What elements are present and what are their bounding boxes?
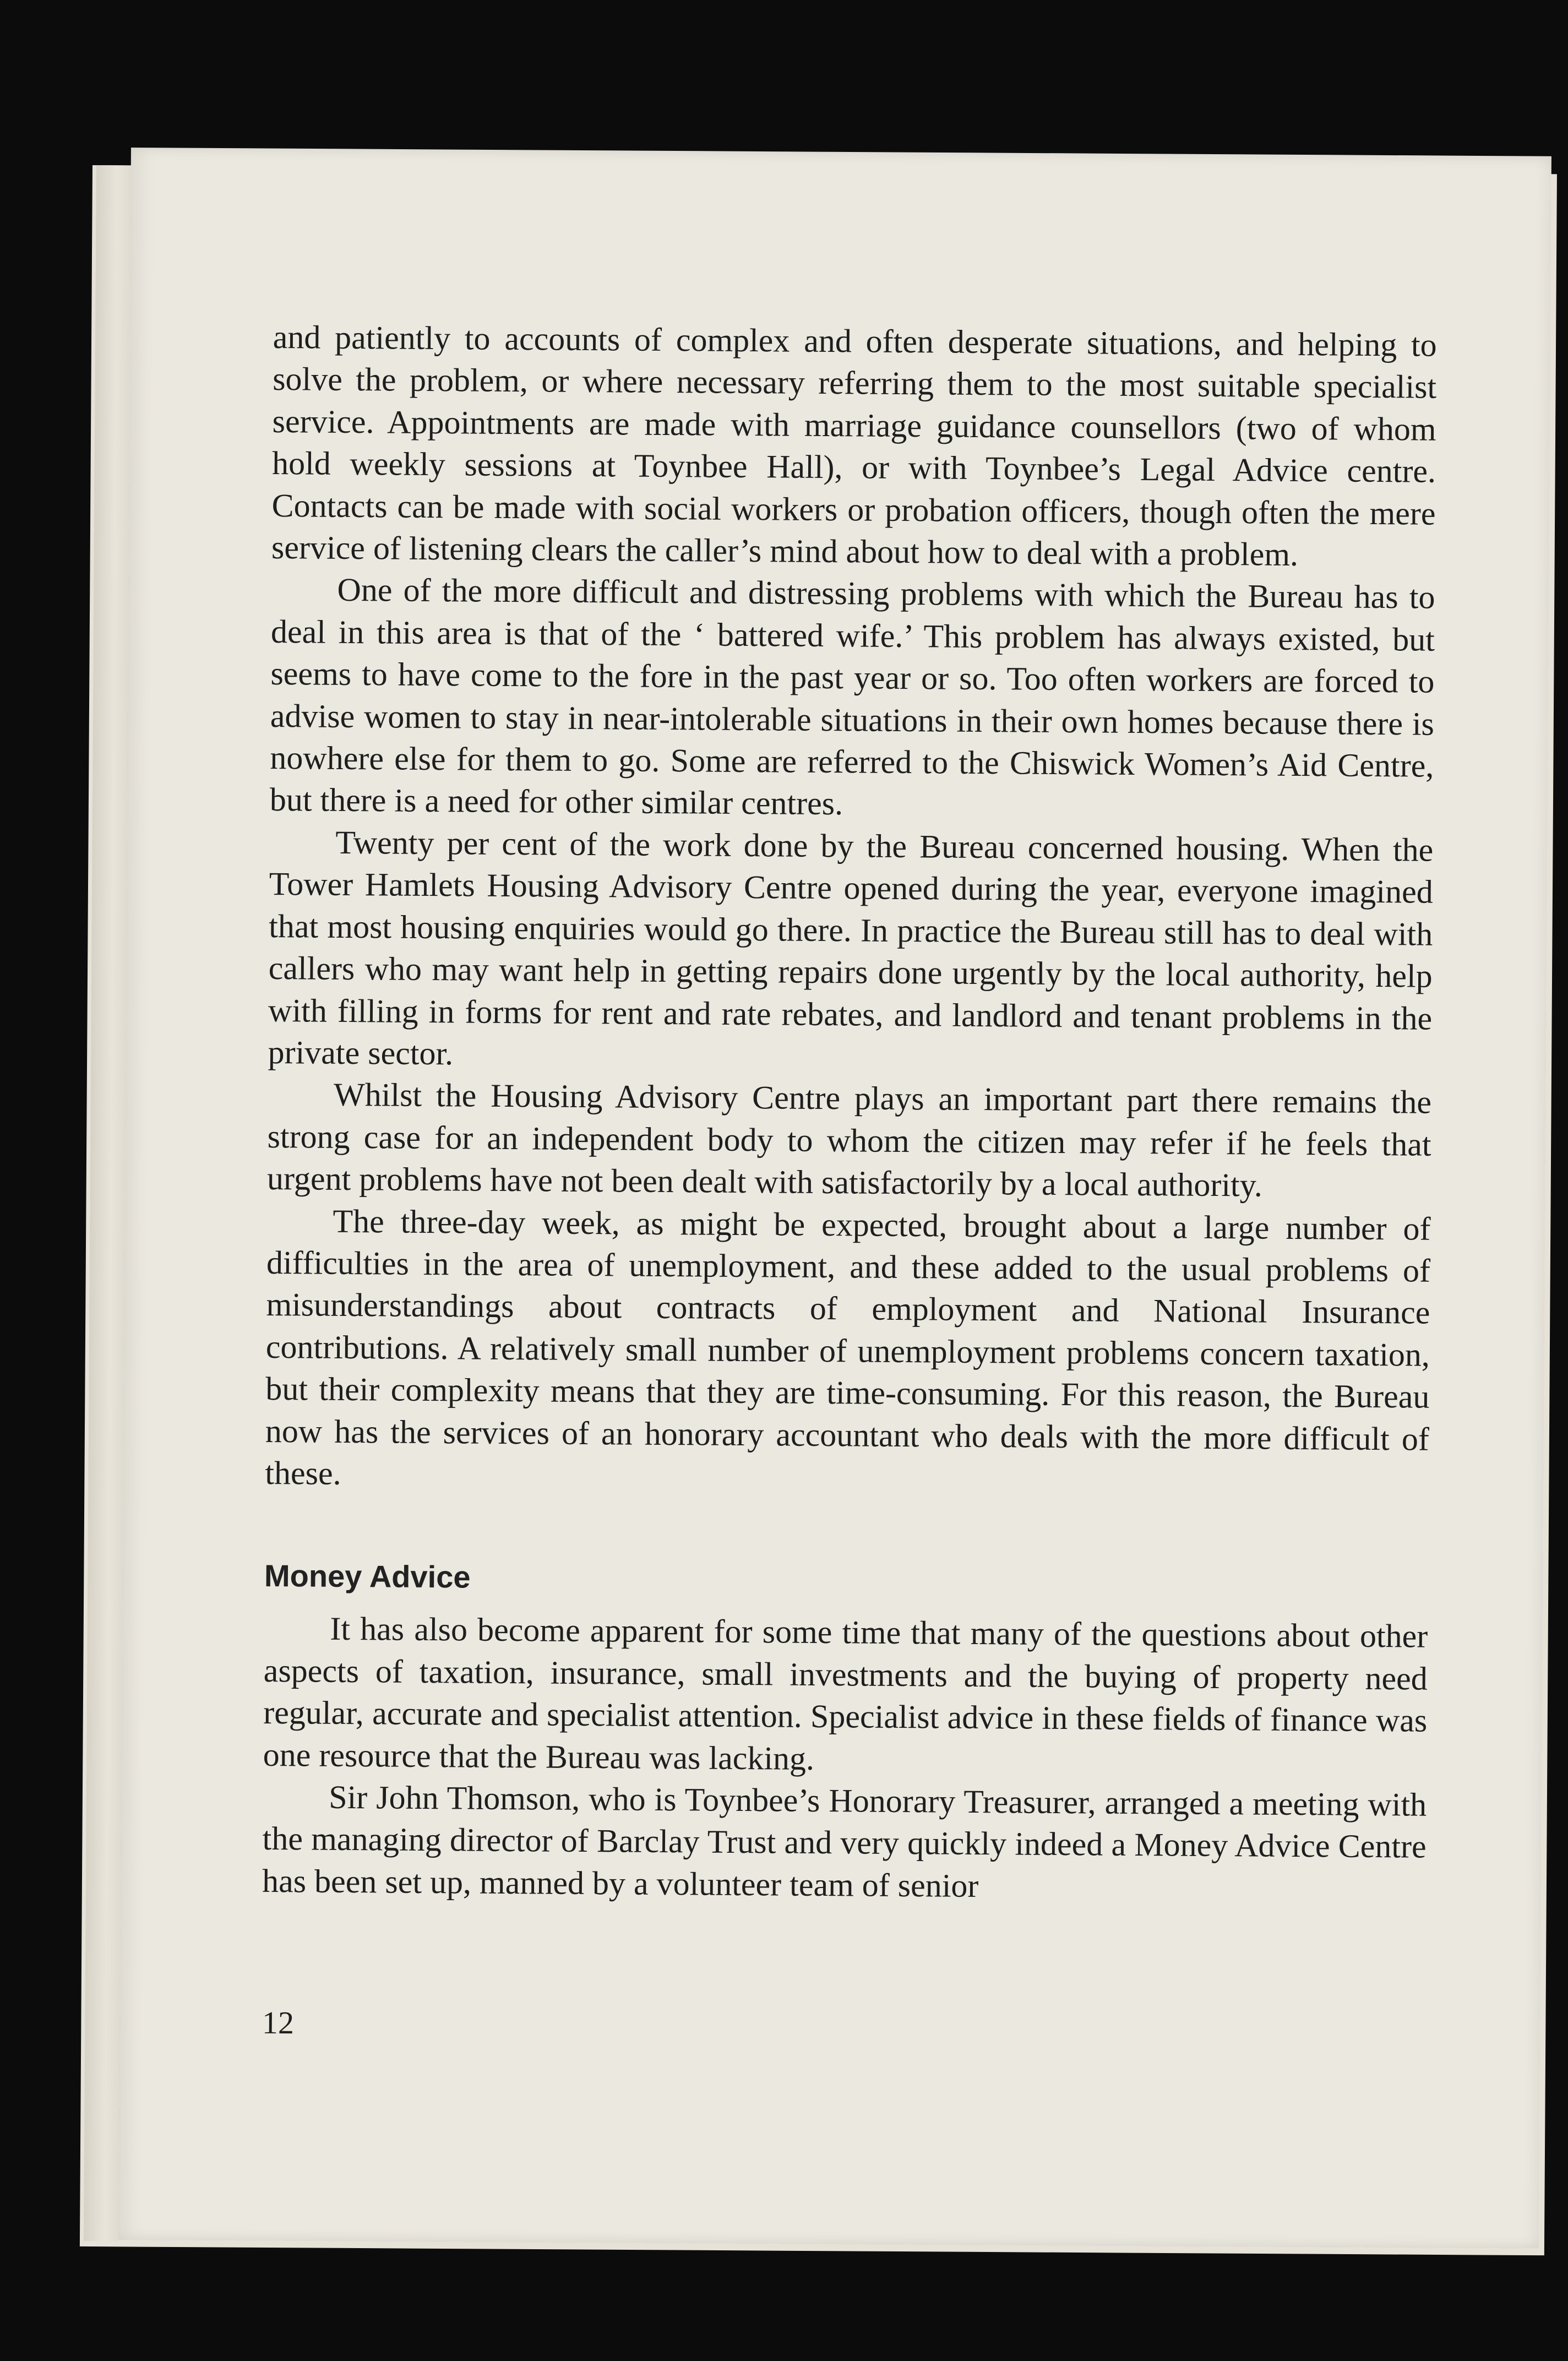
paragraph: One of the more difficult and distressing problems with which the Bureau has to deal in this area is that of the ‘ battered wife.’ This problem has always existed, but seems to have come to the fore in the past year or so. Too often workers are forced to advise women to stay in near-intolerable situations in their own homes because there is nowhere else for them to go. Some are referred to the Chiswick Women’s Aid Centre, but there is a need for other similar centres.: [269, 572, 1435, 822]
section-heading: Money Advice: [264, 1558, 471, 1595]
page-number: 12: [262, 2004, 295, 2041]
paragraph: It has also become apparent for some time that many of the questions about other aspects of taxation, insurance, small investments and the buying of property need regular, accurate and specialist attention. Specialist advice in these fields of finance was one resource that the Bureau was lacking.: [263, 1611, 1428, 1777]
paragraphs-before-heading: [265, 316, 1437, 1502]
paragraphs-after-heading: [262, 1607, 1428, 1910]
paragraph: Whilst the Housing Advisory Centre plays an important part there remains the strong case for an independent body to whom the citizen may refer if he feels that urgent problems have not been dealt with satisfactorily by a local authority.: [266, 1076, 1432, 1204]
paragraph: The three-day week, as might be expected, brought about a large number of difficulties in the area of unemployment, and these added to the usual problems of misunderstandings about contracts of employment and National Insurance contributions. A relatively small number of unemployment problems concern taxation, but their complexity means that they are time-consuming. For this reason, the Bureau now has the services of an honorary accountant who deals with the more difficult of these.: [265, 1203, 1431, 1492]
page-text: [262, 316, 1437, 1910]
paragraph: Sir John Thomson, who is Toynbee’s Honorary Treasurer, arranged a meeting with the managing director of Barclay Trust and very quickly indeed a Money Advice Centre has been set up, manned by a volunteer team of senior: [262, 1778, 1427, 1904]
paragraph: Twenty per cent of the work done by the Bureau concerned housing. When the Tower Hamlets Housing Advisory Centre opened during the year, everyone imagined that most housing enquiries would go there. In practice the Bureau still has to deal with callers who may want help in getting repairs done urgently by the local authority, help with filling in forms for rent and rate rebates, and landlord and tenant problems in the private sector.: [268, 824, 1434, 1072]
paragraph: and patiently to accounts of complex and often desperate situations, and helping to solve the problem, or where necessary referring them to the most suitable specialist service. Appointments are made with marriage guidance counsellors (two of whom hold weekly sessions at Toynbee Hall), or with Toynbee’s Legal Advice centre. Contacts can be made with social workers or probation officers, though often the mere service of listening clears the caller’s mind about how to deal with a problem.: [271, 318, 1437, 573]
